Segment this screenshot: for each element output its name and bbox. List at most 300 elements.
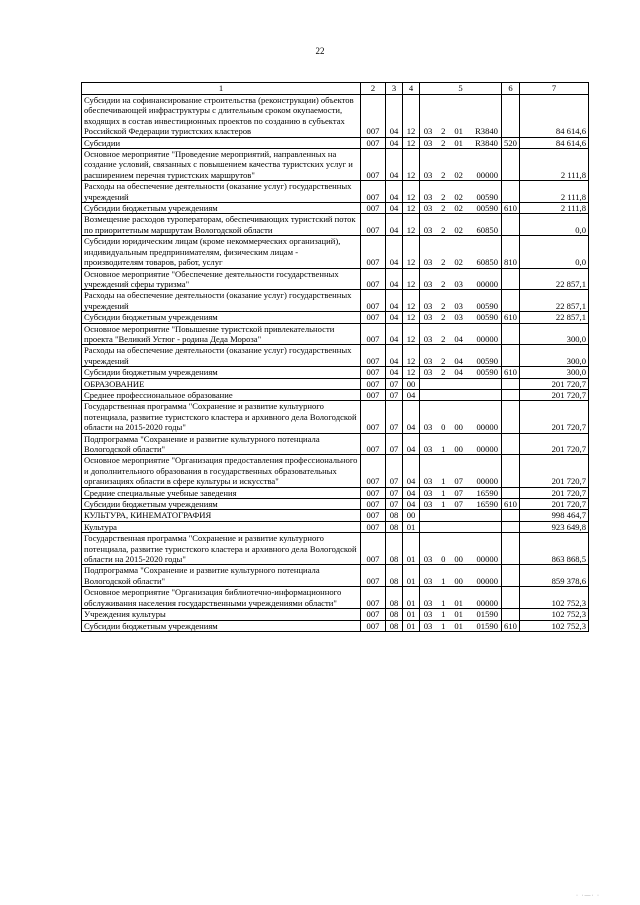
program-code-part: 2 xyxy=(441,137,446,148)
program-code-part: 07 xyxy=(454,487,463,498)
table-row xyxy=(82,433,589,455)
table-row xyxy=(82,487,589,498)
amount-cell: 102 752,3 xyxy=(520,609,589,620)
program-code-part: 00590 xyxy=(476,355,498,366)
amount-cell: 22 857,1 xyxy=(520,312,589,323)
section-code-cell: 08 xyxy=(386,533,403,565)
program-code-part: R3840 xyxy=(475,137,498,148)
amount-cell: 923 649,8 xyxy=(520,521,589,532)
section-code-cell: 04 xyxy=(386,203,403,214)
ministry-code-cell: 007 xyxy=(361,137,386,148)
program-code-part: 03 xyxy=(423,257,433,268)
section-code-cell: 08 xyxy=(386,510,403,521)
expense-type-cell xyxy=(502,181,520,203)
program-code-part: 00000 xyxy=(476,278,498,289)
row-name-cell: Субсидии на софинансирование строительства (реконструкции) объектов обеспечивающей инфраструктуры с длительным сроком окупаемости, входящих в состав инвестиционных проектов по созданию в субъектах Российской Федерации туристских кластеров xyxy=(82,95,361,138)
table-row xyxy=(82,290,589,312)
program-code-part: 2 xyxy=(441,224,446,235)
amount-cell: 201 720,7 xyxy=(520,378,589,389)
subsection-code-cell: 12 xyxy=(403,345,420,367)
program-code-part: 1 xyxy=(441,597,446,608)
section-code-cell: 07 xyxy=(386,487,403,498)
ministry-code-cell: 007 xyxy=(361,455,386,487)
expense-type-cell xyxy=(502,268,520,290)
row-name-cell: Основное мероприятие "Повышение туристской привлекательности проекта "Великий Устюг - родина Деда Мороза" xyxy=(82,323,361,345)
table-row xyxy=(82,345,589,367)
table-row xyxy=(82,203,589,214)
program-code-part: 0 xyxy=(441,422,446,433)
expense-type-cell xyxy=(502,401,520,433)
program-code-part: 03 xyxy=(423,476,433,487)
program-code-part: 03 xyxy=(423,126,433,137)
program-code-part: 01590 xyxy=(476,609,498,620)
program-code-part: 00000 xyxy=(476,333,498,344)
ministry-code-cell: 007 xyxy=(361,95,386,138)
program-code-part: 00 xyxy=(454,422,463,433)
expense-type-cell: 610 xyxy=(502,499,520,510)
ministry-code-cell: 007 xyxy=(361,345,386,367)
amount-cell: 0,0 xyxy=(520,236,589,268)
program-code-cell xyxy=(420,521,502,532)
amount-cell: 859 378,6 xyxy=(520,565,589,587)
program-code-part: 03 xyxy=(454,278,463,289)
table-row xyxy=(82,312,589,323)
program-code-part: 1 xyxy=(441,609,446,620)
program-code-part: 02 xyxy=(454,191,463,202)
program-code-part: 03 xyxy=(423,575,433,586)
amount-cell: 201 720,7 xyxy=(520,499,589,510)
table-header-row xyxy=(82,83,589,95)
program-code-part: 1 xyxy=(441,575,446,586)
amount-cell: 201 720,7 xyxy=(520,487,589,498)
program-code-part: 03 xyxy=(423,203,433,214)
expense-type-cell xyxy=(502,433,520,455)
expense-type-cell: 610 xyxy=(502,367,520,378)
ministry-code-cell: 007 xyxy=(361,587,386,609)
subsection-code-cell: 01 xyxy=(403,609,420,620)
program-code-cell xyxy=(420,401,502,433)
row-name-cell: Государственная программа "Сохранение и развитие культурного потенциала, развитие туристского кластера и архивного дела Вологодской области на 2015-2020 годы" xyxy=(82,533,361,565)
amount-cell: 201 720,7 xyxy=(520,401,589,433)
program-code-part: 01 xyxy=(454,597,463,608)
row-name-cell: Субсидии юридическим лицам (кроме некоммерческих организаций), индивидуальным предпринимателям, физическим лицам - производителям товаров, работ, услуг xyxy=(82,236,361,268)
section-code-cell: 07 xyxy=(386,401,403,433)
row-name-cell: Возмещение расходов туроператорам, обеспечивающих туристский поток по приоритетным маршрутам Вологодской области xyxy=(82,214,361,236)
section-code-cell: 07 xyxy=(386,389,403,400)
header-cell: 5 xyxy=(420,83,502,95)
table-row xyxy=(82,455,589,487)
program-code-cell xyxy=(420,367,502,378)
row-name-cell: Культура xyxy=(82,521,361,532)
ministry-code-cell: 007 xyxy=(361,290,386,312)
table-row xyxy=(82,378,589,389)
section-code-cell: 08 xyxy=(386,521,403,532)
amount-cell: 84 614,6 xyxy=(520,95,589,138)
subsection-code-cell: 12 xyxy=(403,214,420,236)
program-code-part: 02 xyxy=(454,224,463,235)
amount-cell: 201 720,7 xyxy=(520,389,589,400)
program-code-part: 03 xyxy=(423,300,433,311)
program-code-part: 04 xyxy=(454,333,463,344)
table-row xyxy=(82,587,589,609)
expense-type-cell xyxy=(502,389,520,400)
table-row xyxy=(82,137,589,148)
header-cell: 6 xyxy=(502,83,520,95)
expense-type-cell xyxy=(502,455,520,487)
header-cell: 2 xyxy=(361,83,386,95)
program-code-part: 16590 xyxy=(476,487,498,498)
expense-type-cell xyxy=(502,290,520,312)
header-cell: 4 xyxy=(403,83,420,95)
amount-cell: 300,0 xyxy=(520,345,589,367)
row-name-cell: Расходы на обеспечение деятельности (оказание услуг) государственных учреждений xyxy=(82,181,361,203)
ministry-code-cell: 007 xyxy=(361,214,386,236)
ministry-code-cell: 007 xyxy=(361,268,386,290)
table-row xyxy=(82,367,589,378)
section-code-cell: 04 xyxy=(386,95,403,138)
subsection-code-cell: 12 xyxy=(403,95,420,138)
row-name-cell: Субсидии бюджетным учреждениям xyxy=(82,367,361,378)
section-code-cell: 04 xyxy=(386,290,403,312)
subsection-code-cell: 01 xyxy=(403,565,420,587)
row-name-cell: Основное мероприятие "Организация библиотечно-информационного обслуживания населения государственными учреждениями области" xyxy=(82,587,361,609)
ministry-code-cell: 007 xyxy=(361,565,386,587)
amount-cell: 102 752,3 xyxy=(520,620,589,631)
row-name-cell: Субсидии бюджетным учреждениям xyxy=(82,499,361,510)
row-name-cell: Основное мероприятие "Проведение мероприятий, направленных на создание условий, связанных с повышением качества туристских услуг и расширением перечня туристских маршрутов" xyxy=(82,149,361,181)
program-code-part: 1 xyxy=(441,487,446,498)
table-row xyxy=(82,236,589,268)
ministry-code-cell: 007 xyxy=(361,401,386,433)
ministry-code-cell: 007 xyxy=(361,609,386,620)
program-code-part: 04 xyxy=(454,355,463,366)
program-code-part: 2 xyxy=(441,126,446,137)
program-code-part: 00 xyxy=(454,444,463,454)
table-row xyxy=(82,149,589,181)
section-code-cell: 08 xyxy=(386,620,403,631)
subsection-code-cell: 12 xyxy=(403,203,420,214)
program-code-part: 0 xyxy=(441,554,446,565)
section-code-cell: 04 xyxy=(386,149,403,181)
subsection-code-cell: 12 xyxy=(403,149,420,181)
table-row xyxy=(82,401,589,433)
subsection-code-cell: 12 xyxy=(403,137,420,148)
corner-mark: · ·—· · xyxy=(576,893,600,899)
program-code-part: 00000 xyxy=(476,575,498,586)
program-code-part: 00590 xyxy=(476,191,498,202)
subsection-code-cell: 12 xyxy=(403,236,420,268)
expense-type-cell xyxy=(502,533,520,565)
table-row xyxy=(82,609,589,620)
program-code-part: 01590 xyxy=(476,620,498,631)
program-code-cell xyxy=(420,268,502,290)
program-code-part: 03 xyxy=(423,554,433,565)
row-name-cell: Расходы на обеспечение деятельности (оказание услуг) государственных учреждений xyxy=(82,345,361,367)
program-code-cell xyxy=(420,181,502,203)
program-code-part: 03 xyxy=(423,367,433,378)
program-code-part: 03 xyxy=(423,137,433,148)
row-name-cell: ОБРАЗОВАНИЕ xyxy=(82,378,361,389)
table-row xyxy=(82,565,589,587)
amount-cell: 102 752,3 xyxy=(520,587,589,609)
section-code-cell: 07 xyxy=(386,433,403,455)
expense-type-cell xyxy=(502,609,520,620)
section-code-cell: 04 xyxy=(386,137,403,148)
section-code-cell: 07 xyxy=(386,455,403,487)
page-number: 22 xyxy=(315,46,325,56)
expense-type-cell xyxy=(502,214,520,236)
expense-type-cell: 610 xyxy=(502,620,520,631)
table-row xyxy=(82,389,589,400)
program-code-cell xyxy=(420,455,502,487)
section-code-cell: 04 xyxy=(386,367,403,378)
ministry-code-cell: 007 xyxy=(361,236,386,268)
row-name-cell: Расходы на обеспечение деятельности (оказание услуг) государственных учреждений xyxy=(82,290,361,312)
program-code-part: 01 xyxy=(454,126,463,137)
ministry-code-cell: 007 xyxy=(361,533,386,565)
program-code-part: 01 xyxy=(454,137,463,148)
section-code-cell: 07 xyxy=(386,499,403,510)
header-cell: 3 xyxy=(386,83,403,95)
program-code-part: 00 xyxy=(454,554,463,565)
program-code-cell xyxy=(420,345,502,367)
program-code-part: 2 xyxy=(441,278,446,289)
table-row xyxy=(82,533,589,565)
amount-cell: 300,0 xyxy=(520,367,589,378)
section-code-cell: 04 xyxy=(386,268,403,290)
program-code-part: 1 xyxy=(441,476,446,487)
program-code-cell xyxy=(420,312,502,323)
program-code-part: 03 xyxy=(423,597,433,608)
subsection-code-cell: 12 xyxy=(403,367,420,378)
program-code-part: 01 xyxy=(454,620,463,631)
row-name-cell: Средние специальные учебные заведения xyxy=(82,487,361,498)
expense-type-cell: 610 xyxy=(502,203,520,214)
program-code-part: 00000 xyxy=(476,476,498,487)
budget-table xyxy=(81,82,589,632)
row-name-cell: Среднее профессиональное образование xyxy=(82,389,361,400)
program-code-part: 02 xyxy=(454,257,463,268)
ministry-code-cell: 007 xyxy=(361,312,386,323)
amount-cell: 0,0 xyxy=(520,214,589,236)
subsection-code-cell: 01 xyxy=(403,533,420,565)
program-code-part: 03 xyxy=(423,609,433,620)
amount-cell: 84 614,6 xyxy=(520,137,589,148)
program-code-cell xyxy=(420,487,502,498)
program-code-part: 03 xyxy=(423,169,433,180)
row-name-cell: Субсидии бюджетным учреждениям xyxy=(82,620,361,631)
program-code-part: 2 xyxy=(441,257,446,268)
subsection-code-cell: 04 xyxy=(403,389,420,400)
table-row xyxy=(82,510,589,521)
subsection-code-cell: 04 xyxy=(403,487,420,498)
program-code-part: 03 xyxy=(423,487,433,498)
program-code-cell xyxy=(420,137,502,148)
subsection-code-cell: 01 xyxy=(403,587,420,609)
program-code-part: 1 xyxy=(441,620,446,631)
table-row xyxy=(82,181,589,203)
program-code-cell xyxy=(420,533,502,565)
program-code-part: 04 xyxy=(454,367,463,378)
program-code-part: 03 xyxy=(423,499,433,510)
program-code-part: 2 xyxy=(441,191,446,202)
program-code-cell xyxy=(420,236,502,268)
program-code-part: 2 xyxy=(441,300,446,311)
section-code-cell: 04 xyxy=(386,312,403,323)
program-code-cell xyxy=(420,609,502,620)
row-name-cell: Подпрограмма "Сохранение и развитие культурного потенциала Вологодской области" xyxy=(82,565,361,587)
program-code-part: 2 xyxy=(441,355,446,366)
subsection-code-cell: 12 xyxy=(403,290,420,312)
program-code-part: 07 xyxy=(454,476,463,487)
table-row xyxy=(82,268,589,290)
ministry-code-cell: 007 xyxy=(361,378,386,389)
ministry-code-cell: 007 xyxy=(361,510,386,521)
amount-cell: 998 464,7 xyxy=(520,510,589,521)
expense-type-cell xyxy=(502,95,520,138)
program-code-part: 03 xyxy=(454,312,463,323)
program-code-part: 03 xyxy=(454,300,463,311)
program-code-cell xyxy=(420,149,502,181)
ministry-code-cell: 007 xyxy=(361,433,386,455)
row-name-cell: Подпрограмма "Сохранение и развитие культурного потенциала Вологодской области" xyxy=(82,433,361,455)
section-code-cell: 08 xyxy=(386,565,403,587)
table-row xyxy=(82,620,589,631)
program-code-cell xyxy=(420,565,502,587)
program-code-part: 1 xyxy=(441,444,446,454)
program-code-cell xyxy=(420,203,502,214)
table-row xyxy=(82,323,589,345)
subsection-code-cell: 01 xyxy=(403,521,420,532)
section-code-cell: 04 xyxy=(386,345,403,367)
program-code-part: 03 xyxy=(423,278,433,289)
program-code-part: 00590 xyxy=(476,367,498,378)
section-code-cell: 07 xyxy=(386,378,403,389)
program-code-cell xyxy=(420,433,502,455)
ministry-code-cell: 007 xyxy=(361,487,386,498)
table-row xyxy=(82,499,589,510)
program-code-part: 00 xyxy=(454,575,463,586)
expense-type-cell xyxy=(502,521,520,532)
subsection-code-cell: 04 xyxy=(403,455,420,487)
expense-type-cell xyxy=(502,345,520,367)
program-code-part: 00000 xyxy=(476,444,498,454)
program-code-part: 01 xyxy=(454,609,463,620)
subsection-code-cell: 04 xyxy=(403,401,420,433)
expense-type-cell xyxy=(502,487,520,498)
ministry-code-cell: 007 xyxy=(361,323,386,345)
row-name-cell: Учреждения культуры xyxy=(82,609,361,620)
ministry-code-cell: 007 xyxy=(361,620,386,631)
ministry-code-cell: 007 xyxy=(361,149,386,181)
program-code-part: 03 xyxy=(423,224,433,235)
program-code-part: 03 xyxy=(423,444,433,454)
ministry-code-cell: 007 xyxy=(361,389,386,400)
row-name-cell: Основное мероприятие "Организация предоставления профессионального и дополнительного образования в государственных образовательных организациях области в сфере культуры и искусства" xyxy=(82,455,361,487)
row-name-cell: Основное мероприятие "Обеспечение деятельности государственных учреждений сферы туризма" xyxy=(82,268,361,290)
program-code-cell xyxy=(420,290,502,312)
section-code-cell: 08 xyxy=(386,587,403,609)
expense-type-cell xyxy=(502,378,520,389)
program-code-cell xyxy=(420,587,502,609)
program-code-part: 00000 xyxy=(476,169,498,180)
table-row xyxy=(82,214,589,236)
subsection-code-cell: 00 xyxy=(403,510,420,521)
section-code-cell: 04 xyxy=(386,236,403,268)
program-code-part: 03 xyxy=(423,355,433,366)
expense-type-cell: 520 xyxy=(502,137,520,148)
ministry-code-cell: 007 xyxy=(361,521,386,532)
expense-type-cell: 610 xyxy=(502,312,520,323)
ministry-code-cell: 007 xyxy=(361,203,386,214)
program-code-part: R3840 xyxy=(475,126,498,137)
program-code-cell xyxy=(420,323,502,345)
expense-type-cell xyxy=(502,587,520,609)
header-cell: 1 xyxy=(82,83,361,95)
program-code-part: 00590 xyxy=(476,300,498,311)
table-row xyxy=(82,95,589,138)
program-code-cell xyxy=(420,510,502,521)
amount-cell: 201 720,7 xyxy=(520,433,589,455)
row-name-cell: Субсидии бюджетным учреждениям xyxy=(82,312,361,323)
program-code-part: 03 xyxy=(423,422,433,433)
program-code-part: 00000 xyxy=(476,554,498,565)
program-code-part: 03 xyxy=(423,191,433,202)
subsection-code-cell: 01 xyxy=(403,620,420,631)
amount-cell: 863 868,5 xyxy=(520,533,589,565)
program-code-cell xyxy=(420,95,502,138)
expense-type-cell xyxy=(502,323,520,345)
amount-cell: 2 111,8 xyxy=(520,203,589,214)
program-code-part: 02 xyxy=(454,203,463,214)
program-code-part: 2 xyxy=(441,367,446,378)
row-name-cell: КУЛЬТУРА, КИНЕМАТОГРАФИЯ xyxy=(82,510,361,521)
subsection-code-cell: 12 xyxy=(403,268,420,290)
expense-type-cell: 810 xyxy=(502,236,520,268)
amount-cell: 22 857,1 xyxy=(520,290,589,312)
section-code-cell: 04 xyxy=(386,214,403,236)
row-name-cell: Субсидии xyxy=(82,137,361,148)
amount-cell: 2 111,8 xyxy=(520,181,589,203)
ministry-code-cell: 007 xyxy=(361,367,386,378)
subsection-code-cell: 00 xyxy=(403,378,420,389)
amount-cell: 22 857,1 xyxy=(520,268,589,290)
program-code-cell xyxy=(420,378,502,389)
section-code-cell: 04 xyxy=(386,323,403,345)
program-code-part: 60850 xyxy=(476,257,498,268)
expense-type-cell xyxy=(502,565,520,587)
amount-cell: 201 720,7 xyxy=(520,455,589,487)
header-cell: 7 xyxy=(520,83,589,95)
program-code-part: 07 xyxy=(454,499,463,510)
program-code-part: 00000 xyxy=(476,422,498,433)
program-code-part: 2 xyxy=(441,169,446,180)
program-code-part: 1 xyxy=(441,499,446,510)
program-code-part: 00590 xyxy=(476,203,498,214)
program-code-part: 2 xyxy=(441,333,446,344)
subsection-code-cell: 12 xyxy=(403,323,420,345)
expense-type-cell xyxy=(502,149,520,181)
section-code-cell: 04 xyxy=(386,181,403,203)
program-code-part: 03 xyxy=(423,333,433,344)
program-code-cell xyxy=(420,214,502,236)
subsection-code-cell: 04 xyxy=(403,433,420,455)
program-code-cell xyxy=(420,620,502,631)
program-code-part: 03 xyxy=(423,312,433,323)
program-code-cell xyxy=(420,389,502,400)
subsection-code-cell: 12 xyxy=(403,181,420,203)
amount-cell: 300,0 xyxy=(520,323,589,345)
